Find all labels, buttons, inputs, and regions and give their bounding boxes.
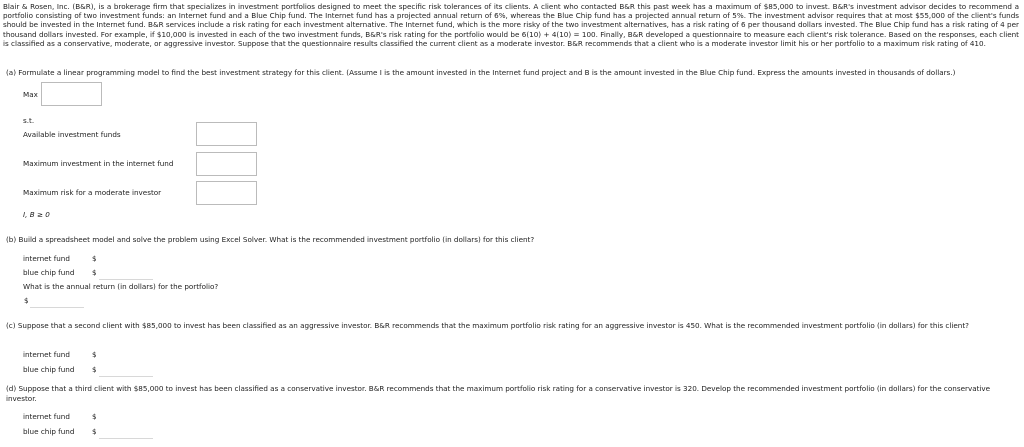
b-return-question: What is the annual return (in dollars) for the portfolio? bbox=[23, 282, 219, 291]
d-internet-label: internet fund bbox=[23, 412, 70, 421]
d-internet-input[interactable] bbox=[99, 408, 153, 424]
constraint-internet-input[interactable] bbox=[196, 152, 257, 176]
constraint-funds-label: Available investment funds bbox=[23, 130, 121, 139]
part-c-question: (c) Suppose that a second client with $85,000 to invest has been classified as an aggressive investor. B&R recommends that the maximum portfolio risk rating for an aggressive investor is 450. What is the recommended investment portfolio (in dollars) for this client? bbox=[6, 321, 969, 330]
d-bluechip-dollar: $ bbox=[92, 427, 97, 436]
constraint-funds-input[interactable] bbox=[196, 122, 257, 146]
c-internet-input[interactable] bbox=[99, 346, 153, 362]
part-b-question: (b) Build a spreadsheet model and solve the problem using Excel Solver. What is the recommended investment portfolio (in dollars) for this client? bbox=[6, 235, 535, 244]
b-internet-label: internet fund bbox=[23, 254, 70, 263]
d-internet-dollar: $ bbox=[92, 412, 97, 421]
constraint-risk-label: Maximum risk for a moderate investor bbox=[23, 188, 162, 197]
max-label: Max bbox=[23, 90, 38, 99]
c-internet-label: internet fund bbox=[23, 350, 70, 359]
b-bluechip-input[interactable] bbox=[99, 264, 153, 280]
b-bluechip-dollar: $ bbox=[92, 268, 97, 277]
c-bluechip-dollar: $ bbox=[92, 365, 97, 374]
c-bluechip-label: blue chip fund bbox=[23, 365, 75, 374]
constraint-internet-label: Maximum investment in the internet fund bbox=[23, 159, 174, 168]
b-return-dollar: $ bbox=[24, 296, 29, 305]
problem-intro: Blair & Rosen, Inc. (B&R), is a brokerage firm that specializes in investment portfolios designed to meet the specific risk tolerances of its clients. A client who contacted B&R this past week has a maximum of $85,000 to invest. B&R's investment advisor decides to recommend a portfolio consisting of two investment funds: an Internet fund and a Blue Chip fund. The Internet fund has a projected annual return of 6%, whereas the Blue Chip fund has a projected annual return of 5%. The investment advisor requires that at most $55,000 of the client's funds should be invested in the Internet fund. B&R services include a risk rating for each investment alternative. The Internet fund, which is the more risky of the two investment alternatives, has a risk rating of 6 per thousand dollars invested. The Blue Chip fund has a risk rating of 4 per thousand dollars invested. For example, if $10,000 is invested in each of the two investment funds, B&R's risk rating for the portfolio would be 6(10) + 4(10) = 100. Finally, B&R developed a questionnaire to measure each client's risk tolerance. Based on the responses, each client is classified as a conservative, moderate, or aggressive investor. Suppose that the questionnaire results classified the current client as a moderate investor. B&R recommends that a client who is a moderate investor limit his or her portfolio to a maximum risk rating of 410. bbox=[3, 2, 1019, 48]
c-bluechip-input[interactable] bbox=[99, 361, 153, 377]
d-bluechip-label: blue chip fund bbox=[23, 427, 75, 436]
nonnegativity-label: I, B ≥ 0 bbox=[23, 210, 50, 219]
part-a-question: (a) Formulate a linear programming model to find the best investment strategy for this client. (Assume I is the amount invested in the Internet fund project and B is the amount invested in the Blue Chip fund. Express the amounts invested in thousands of dollars.) bbox=[6, 68, 956, 77]
b-internet-dollar: $ bbox=[92, 254, 97, 263]
b-return-input[interactable] bbox=[30, 292, 84, 308]
st-label: s.t. bbox=[23, 116, 35, 125]
part-d-question: (d) Suppose that a third client with $85,000 to invest has been classified as a conservative investor. B&R recommends that the maximum portfolio risk rating for a conservative investor is 320. Develop the recommended investment portfolio (in dollars) for the conservative investor. bbox=[6, 384, 991, 403]
d-bluechip-input[interactable] bbox=[99, 423, 153, 439]
constraint-risk-input[interactable] bbox=[196, 181, 257, 205]
objective-input[interactable] bbox=[41, 82, 102, 106]
c-internet-dollar: $ bbox=[92, 350, 97, 359]
b-bluechip-label: blue chip fund bbox=[23, 268, 75, 277]
